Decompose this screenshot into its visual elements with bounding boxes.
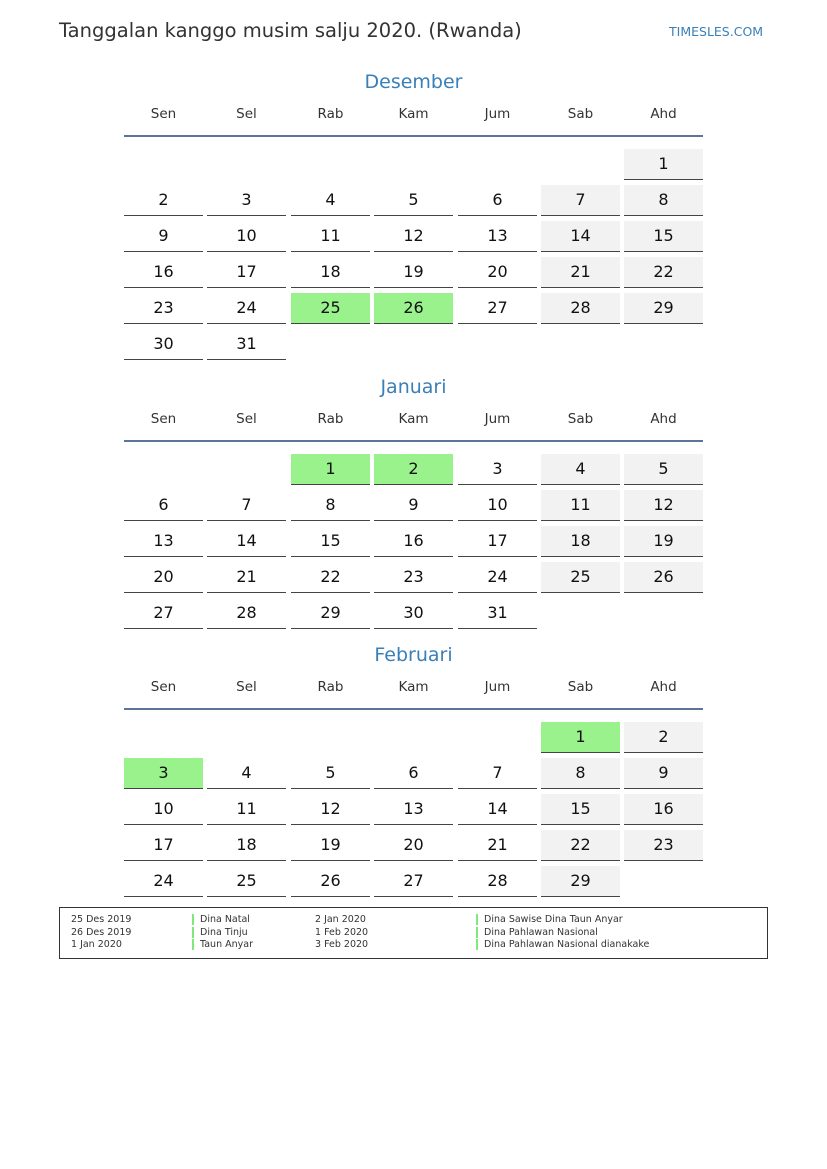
weekday-header: Sel <box>236 106 257 122</box>
legend-name: Dina Pahlawan Nasional <box>484 926 598 938</box>
day-cell: 2 <box>124 185 203 216</box>
day-cell: 9 <box>124 221 203 252</box>
weekday-header: Jum <box>484 679 511 695</box>
day-cell: 1 <box>624 149 703 180</box>
day-cell: 9 <box>624 758 703 789</box>
weekday-header: Sel <box>236 411 257 427</box>
weekday-header: Jum <box>484 106 511 122</box>
day-cell: 19 <box>374 257 453 288</box>
day-cell: 17 <box>124 830 203 861</box>
day-cell: 6 <box>124 490 203 521</box>
day-cell: 17 <box>207 257 286 288</box>
day-cell: 14 <box>458 794 537 825</box>
day-cell: 22 <box>291 562 370 593</box>
day-cell: 26 <box>291 866 370 897</box>
day-cell: 25 <box>207 866 286 897</box>
day-cell: 24 <box>458 562 537 593</box>
legend-date: 25 Des 2019 <box>71 914 132 925</box>
day-cell: 30 <box>124 329 203 360</box>
legend-date: 26 Des 2019 <box>71 926 132 938</box>
legend-name: Dina Tinju <box>200 926 248 938</box>
weekday-header: Sen <box>150 411 177 427</box>
day-cell: 2 <box>624 722 703 753</box>
legend-name: Taun Anyar <box>200 939 253 950</box>
day-cell: 22 <box>541 830 620 861</box>
day-cell: 7 <box>458 758 537 789</box>
day-cell: 24 <box>124 866 203 897</box>
weekday-header: Ahd <box>650 106 677 122</box>
legend-item <box>60 927 767 939</box>
day-cell: 21 <box>541 257 620 288</box>
day-cell: 20 <box>458 257 537 288</box>
day-cell: 12 <box>374 221 453 252</box>
day-cell: 24 <box>207 293 286 324</box>
day-cell: 29 <box>291 598 370 629</box>
day-cell: 16 <box>124 257 203 288</box>
weekday-header: Sab <box>567 679 594 695</box>
weekday-header: Ahd <box>650 411 677 427</box>
day-cell-holiday: 1 <box>541 722 620 753</box>
header-rule <box>124 440 703 442</box>
weekday-header: Rab <box>317 106 344 122</box>
day-cell: 25 <box>541 562 620 593</box>
day-cell: 9 <box>374 490 453 521</box>
day-cell: 12 <box>624 490 703 521</box>
day-cell: 8 <box>624 185 703 216</box>
page-title: Tanggalan kanggo musim salju 2020. (Rwanda) <box>59 19 522 42</box>
legend-date: 3 Feb 2020 <box>315 939 369 950</box>
weekday-header: Ahd <box>650 679 677 695</box>
day-cell: 18 <box>291 257 370 288</box>
weekday-header: Sab <box>567 106 594 122</box>
day-cell: 21 <box>207 562 286 593</box>
day-cell: 16 <box>624 794 703 825</box>
day-cell: 23 <box>624 830 703 861</box>
month-name: Februari <box>374 644 453 666</box>
day-cell: 13 <box>124 526 203 557</box>
header-rule <box>124 135 703 137</box>
weekday-header: Sen <box>150 679 177 695</box>
day-cell: 27 <box>124 598 203 629</box>
day-cell: 29 <box>624 293 703 324</box>
weekday-header: Kam <box>398 411 429 427</box>
day-cell: 10 <box>458 490 537 521</box>
day-cell: 27 <box>374 866 453 897</box>
day-cell: 28 <box>458 866 537 897</box>
weekday-header: Kam <box>398 679 429 695</box>
legend-marker <box>476 914 478 925</box>
day-cell: 28 <box>207 598 286 629</box>
day-cell: 23 <box>124 293 203 324</box>
weekday-header: Sel <box>236 679 257 695</box>
legend-marker <box>476 939 478 950</box>
day-cell: 3 <box>207 185 286 216</box>
day-cell: 8 <box>291 490 370 521</box>
legend-date: 1 Jan 2020 <box>71 939 122 950</box>
header-rule <box>124 708 703 710</box>
day-cell: 13 <box>374 794 453 825</box>
day-cell: 12 <box>291 794 370 825</box>
day-cell: 22 <box>624 257 703 288</box>
day-cell: 15 <box>291 526 370 557</box>
weekday-header: Sab <box>567 411 594 427</box>
legend-date: 2 Jan 2020 <box>315 914 366 925</box>
day-cell-holiday: 3 <box>124 758 203 789</box>
day-cell: 14 <box>541 221 620 252</box>
day-cell-holiday: 2 <box>374 454 453 485</box>
holiday-legend <box>59 907 768 959</box>
day-cell: 10 <box>207 221 286 252</box>
day-cell: 14 <box>207 526 286 557</box>
day-cell: 11 <box>207 794 286 825</box>
day-cell: 11 <box>541 490 620 521</box>
legend-item <box>60 939 767 951</box>
day-cell: 5 <box>624 454 703 485</box>
day-cell: 19 <box>624 526 703 557</box>
day-cell: 30 <box>374 598 453 629</box>
day-cell: 19 <box>291 830 370 861</box>
weekday-header: Rab <box>317 679 344 695</box>
legend-name: Dina Natal <box>200 914 250 925</box>
day-cell-holiday: 1 <box>291 454 370 485</box>
day-cell: 7 <box>207 490 286 521</box>
day-cell: 18 <box>541 526 620 557</box>
weekday-header: Jum <box>484 411 511 427</box>
day-cell: 4 <box>541 454 620 485</box>
legend-marker <box>476 927 478 938</box>
day-cell: 27 <box>458 293 537 324</box>
weekday-header: Sen <box>150 106 177 122</box>
day-cell: 6 <box>458 185 537 216</box>
month-name: Januari <box>380 376 447 398</box>
day-cell: 5 <box>374 185 453 216</box>
day-cell: 17 <box>458 526 537 557</box>
day-cell: 5 <box>291 758 370 789</box>
legend-name: Dina Sawise Dina Taun Anyar <box>484 914 623 925</box>
legend-item <box>60 914 767 926</box>
day-cell: 13 <box>458 221 537 252</box>
day-cell: 31 <box>458 598 537 629</box>
month-name: Desember <box>364 71 463 93</box>
weekday-header: Kam <box>398 106 429 122</box>
day-cell: 15 <box>624 221 703 252</box>
legend-date: 1 Feb 2020 <box>315 926 369 938</box>
day-cell: 7 <box>541 185 620 216</box>
day-cell: 10 <box>124 794 203 825</box>
day-cell: 20 <box>374 830 453 861</box>
day-cell: 21 <box>458 830 537 861</box>
day-cell: 11 <box>291 221 370 252</box>
day-cell: 29 <box>541 866 620 897</box>
day-cell: 23 <box>374 562 453 593</box>
site-link[interactable]: TIMESLES.COM <box>669 24 764 39</box>
day-cell: 28 <box>541 293 620 324</box>
weekday-header: Rab <box>317 411 344 427</box>
day-cell-holiday: 26 <box>374 293 453 324</box>
day-cell: 15 <box>541 794 620 825</box>
day-cell: 16 <box>374 526 453 557</box>
legend-name: Dina Pahlawan Nasional dianakake <box>484 939 650 950</box>
day-cell: 18 <box>207 830 286 861</box>
day-cell: 6 <box>374 758 453 789</box>
day-cell: 26 <box>624 562 703 593</box>
day-cell: 3 <box>458 454 537 485</box>
day-cell: 4 <box>207 758 286 789</box>
day-cell: 4 <box>291 185 370 216</box>
day-cell: 20 <box>124 562 203 593</box>
day-cell-holiday: 25 <box>291 293 370 324</box>
day-cell: 31 <box>207 329 286 360</box>
day-cell: 8 <box>541 758 620 789</box>
